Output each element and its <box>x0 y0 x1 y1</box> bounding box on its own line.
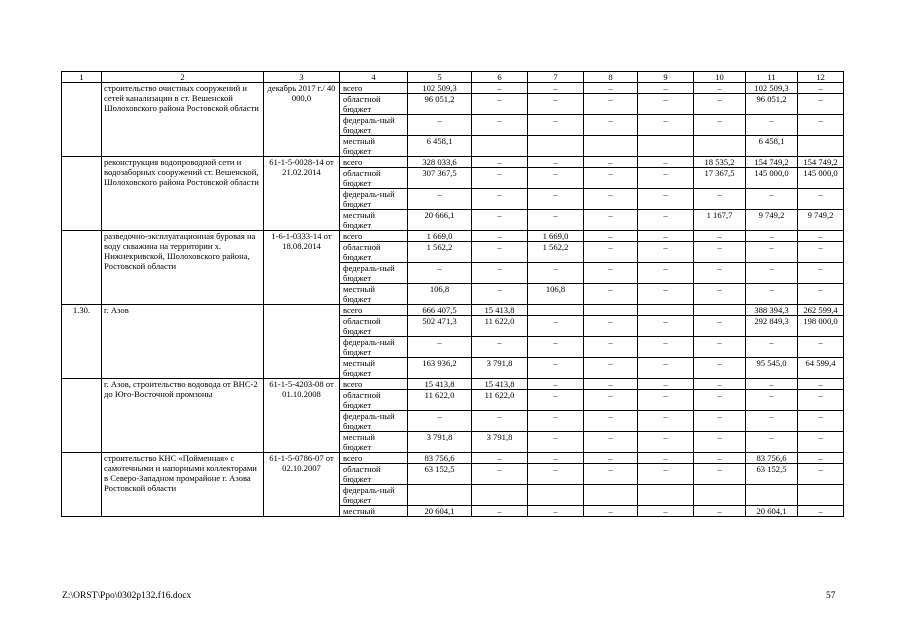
amount-cell: – <box>528 83 584 94</box>
amount-cell: – <box>528 337 584 358</box>
amount-cell: – <box>798 94 844 115</box>
table-row <box>62 305 844 316</box>
amount-cell: – <box>638 358 694 379</box>
funding-source: областной бюджет <box>340 316 408 337</box>
object-name: г. Азов, строительство водовода от ВНС-2 до Юго-Восточной промзоны <box>102 379 264 453</box>
amount-cell: – <box>694 189 746 210</box>
document-reference: 61-1-5-0786-07 от 02.10.2007 <box>264 453 340 517</box>
amount-cell: – <box>798 242 844 263</box>
funding-source: всего <box>340 83 408 94</box>
amount-cell: – <box>746 379 798 390</box>
amount-cell: – <box>528 358 584 379</box>
amount-cell: – <box>528 506 584 517</box>
amount-cell: – <box>584 411 638 432</box>
funding-source: федераль-ный бюджет <box>340 485 408 506</box>
amount-cell: – <box>472 210 528 231</box>
amount-cell: – <box>584 453 638 464</box>
amount-cell: – <box>746 242 798 263</box>
amount-cell: – <box>528 432 584 453</box>
amount-cell: – <box>694 432 746 453</box>
amount-cell: – <box>408 115 472 136</box>
funding-source: областной бюджет <box>340 464 408 485</box>
amount-cell: – <box>694 411 746 432</box>
amount-cell: – <box>528 94 584 115</box>
amount-cell: – <box>584 231 638 242</box>
amount-cell: 9 749,2 <box>798 210 844 231</box>
amount-cell: 502 471,3 <box>408 316 472 337</box>
amount-cell: 106,8 <box>528 284 584 305</box>
amount-cell <box>528 136 584 157</box>
amount-cell: – <box>694 83 746 94</box>
amount-cell <box>694 485 746 506</box>
amount-cell: – <box>584 83 638 94</box>
amount-cell: – <box>584 358 638 379</box>
amount-cell: – <box>798 453 844 464</box>
amount-cell: – <box>638 189 694 210</box>
amount-cell: – <box>694 358 746 379</box>
amount-cell: – <box>638 115 694 136</box>
amount-cell: – <box>798 189 844 210</box>
table-row <box>62 379 844 390</box>
amount-cell: 3 791,8 <box>472 432 528 453</box>
amount-cell: – <box>472 411 528 432</box>
col-header: 1 <box>62 72 102 83</box>
amount-cell: – <box>584 316 638 337</box>
amount-cell: 83 756,6 <box>746 453 798 464</box>
object-name: разведочно-эксплуатационная буровая на воду скважина на территории х. Нижнекривской, Шолоховского района, Ростовской области <box>102 231 264 305</box>
amount-cell: 63 152,5 <box>408 464 472 485</box>
amount-cell: – <box>472 157 528 168</box>
funding-source: местный бюджет <box>340 210 408 231</box>
amount-cell <box>694 305 746 316</box>
amount-cell: – <box>528 316 584 337</box>
amount-cell: 20 666,1 <box>408 210 472 231</box>
funding-source: областной бюджет <box>340 168 408 189</box>
amount-cell: – <box>798 464 844 485</box>
amount-cell <box>584 485 638 506</box>
col-header: 2 <box>102 72 264 83</box>
col-header: 6 <box>472 72 528 83</box>
funding-source: всего <box>340 379 408 390</box>
col-header: 9 <box>638 72 694 83</box>
funding-source: всего <box>340 157 408 168</box>
budget-table-page <box>61 71 843 517</box>
amount-cell: – <box>638 379 694 390</box>
object-name: строительство КНС «Пойменная» с самотечными и напорными коллекторами в Северо-Западном промрайоне г. Азова Ростовской области <box>102 453 264 517</box>
amount-cell: – <box>528 464 584 485</box>
amount-cell: – <box>694 390 746 411</box>
amount-cell: – <box>472 506 528 517</box>
amount-cell: – <box>798 115 844 136</box>
column-number-row <box>62 72 844 83</box>
amount-cell: – <box>408 189 472 210</box>
item-number <box>62 231 102 305</box>
amount-cell: – <box>746 115 798 136</box>
amount-cell: – <box>638 464 694 485</box>
amount-cell: 388 394,3 <box>746 305 798 316</box>
amount-cell <box>584 305 638 316</box>
amount-cell <box>638 485 694 506</box>
amount-cell: – <box>638 432 694 453</box>
amount-cell: 198 000,0 <box>798 316 844 337</box>
document-reference: 1-6-1-0333-14 от 18.08.2014 <box>264 231 340 305</box>
amount-cell <box>798 136 844 157</box>
amount-cell: 15 413,8 <box>408 379 472 390</box>
amount-cell: – <box>472 337 528 358</box>
amount-cell: – <box>472 242 528 263</box>
page-number: 57 <box>826 591 836 601</box>
amount-cell: – <box>638 390 694 411</box>
amount-cell: – <box>584 506 638 517</box>
amount-cell <box>746 485 798 506</box>
amount-cell: – <box>472 83 528 94</box>
amount-cell: – <box>584 242 638 263</box>
amount-cell: 1 562,2 <box>528 242 584 263</box>
funding-source: местный бюджет <box>340 136 408 157</box>
amount-cell: 307 367,5 <box>408 168 472 189</box>
amount-cell: – <box>694 242 746 263</box>
amount-cell: – <box>638 337 694 358</box>
amount-cell: 64 599,4 <box>798 358 844 379</box>
amount-cell: – <box>638 284 694 305</box>
funding-source: федераль-ный бюджет <box>340 411 408 432</box>
amount-cell: – <box>798 231 844 242</box>
amount-cell: 1 669,0 <box>528 231 584 242</box>
amount-cell: – <box>472 115 528 136</box>
amount-cell: – <box>694 453 746 464</box>
amount-cell: – <box>746 337 798 358</box>
amount-cell: – <box>746 390 798 411</box>
amount-cell: – <box>584 432 638 453</box>
amount-cell: – <box>638 210 694 231</box>
amount-cell: – <box>694 94 746 115</box>
amount-cell: – <box>798 263 844 284</box>
document-reference: 61-1-5-4203-08 от 01.10.2008 <box>264 379 340 453</box>
amount-cell: – <box>528 453 584 464</box>
amount-cell: – <box>798 411 844 432</box>
amount-cell: 3 791,8 <box>408 432 472 453</box>
document-reference: 61-1-5-0028-14 от 21.02.2014 <box>264 157 340 231</box>
amount-cell: 11 622,0 <box>408 390 472 411</box>
amount-cell: – <box>528 189 584 210</box>
col-header: 5 <box>408 72 472 83</box>
amount-cell: – <box>746 411 798 432</box>
amount-cell: – <box>584 263 638 284</box>
amount-cell: – <box>584 210 638 231</box>
amount-cell: – <box>638 506 694 517</box>
amount-cell: – <box>798 379 844 390</box>
amount-cell: 102 509,3 <box>408 83 472 94</box>
amount-cell: 20 604,1 <box>746 506 798 517</box>
funding-source: областной бюджет <box>340 242 408 263</box>
amount-cell: – <box>472 94 528 115</box>
amount-cell: – <box>798 390 844 411</box>
amount-cell <box>694 136 746 157</box>
amount-cell: – <box>472 168 528 189</box>
amount-cell: – <box>528 263 584 284</box>
amount-cell: – <box>472 284 528 305</box>
funding-source: местный <box>340 506 408 517</box>
file-path: Z:\ORST\Ppo\0302p132.f16.docx <box>62 591 192 601</box>
amount-cell: – <box>528 210 584 231</box>
col-header: 3 <box>264 72 340 83</box>
amount-cell: – <box>694 506 746 517</box>
funding-source: местный бюджет <box>340 432 408 453</box>
amount-cell: 15 413,8 <box>472 305 528 316</box>
amount-cell: 3 791,8 <box>472 358 528 379</box>
amount-cell: 11 622,0 <box>472 390 528 411</box>
amount-cell: – <box>694 379 746 390</box>
amount-cell: 145 000,0 <box>798 168 844 189</box>
amount-cell: – <box>638 411 694 432</box>
amount-cell: – <box>746 432 798 453</box>
amount-cell: 95 545,0 <box>746 358 798 379</box>
amount-cell: 106,8 <box>408 284 472 305</box>
amount-cell: 1 167,7 <box>694 210 746 231</box>
object-name: реконструкция водопроводной сети и водозаборных сооружений ст. Вешенской, Шолоховского района Ростовской области <box>102 157 264 231</box>
col-header: 11 <box>746 72 798 83</box>
amount-cell: – <box>638 94 694 115</box>
item-number <box>62 453 102 517</box>
funding-source: федераль-ный бюджет <box>340 115 408 136</box>
amount-cell: – <box>408 411 472 432</box>
amount-cell: – <box>638 263 694 284</box>
funding-source: местный бюджет <box>340 358 408 379</box>
amount-cell: 154 749,2 <box>746 157 798 168</box>
amount-cell: – <box>584 94 638 115</box>
amount-cell: 163 936,2 <box>408 358 472 379</box>
object-name: строительство очистных сооружений и сетей канализации в ст. Вешенской Шолоховского района Ростовской области <box>102 83 264 157</box>
amount-cell: 102 509,3 <box>746 83 798 94</box>
amount-cell: 9 749,2 <box>746 210 798 231</box>
amount-cell <box>472 485 528 506</box>
table-row <box>62 453 844 464</box>
amount-cell: – <box>694 464 746 485</box>
amount-cell <box>584 136 638 157</box>
amount-cell: – <box>528 157 584 168</box>
amount-cell: 96 051,2 <box>746 94 798 115</box>
col-header: 12 <box>798 72 844 83</box>
amount-cell: – <box>798 337 844 358</box>
amount-cell: – <box>746 263 798 284</box>
amount-cell: 328 033,6 <box>408 157 472 168</box>
amount-cell: – <box>746 189 798 210</box>
amount-cell: – <box>638 453 694 464</box>
amount-cell: – <box>472 189 528 210</box>
object-name: г. Азов <box>102 305 264 379</box>
amount-cell: – <box>584 284 638 305</box>
funding-source: всего <box>340 231 408 242</box>
amount-cell: – <box>798 506 844 517</box>
amount-cell: – <box>584 157 638 168</box>
funding-source: местный бюджет <box>340 284 408 305</box>
document-reference: декабрь 2017 г./ 40 000,0 <box>264 83 340 157</box>
amount-cell: – <box>584 390 638 411</box>
amount-cell: – <box>638 316 694 337</box>
amount-cell: – <box>584 379 638 390</box>
col-header: 8 <box>584 72 638 83</box>
amount-cell <box>528 485 584 506</box>
amount-cell: – <box>408 263 472 284</box>
amount-cell: – <box>638 168 694 189</box>
amount-cell: – <box>528 390 584 411</box>
funding-source: областной бюджет <box>340 390 408 411</box>
amount-cell: – <box>472 263 528 284</box>
amount-cell: – <box>798 284 844 305</box>
amount-cell: – <box>584 168 638 189</box>
amount-cell: 63 152,5 <box>746 464 798 485</box>
amount-cell: 666 407,5 <box>408 305 472 316</box>
amount-cell: 83 756,6 <box>408 453 472 464</box>
amount-cell: – <box>528 168 584 189</box>
amount-cell: – <box>798 432 844 453</box>
amount-cell: 1 669,0 <box>408 231 472 242</box>
amount-cell <box>472 136 528 157</box>
item-number <box>62 157 102 231</box>
amount-cell: 6 458,1 <box>408 136 472 157</box>
funding-source: федераль-ный бюджет <box>340 337 408 358</box>
amount-cell: – <box>798 83 844 94</box>
amount-cell: 145 000,0 <box>746 168 798 189</box>
amount-cell: – <box>584 464 638 485</box>
amount-cell <box>408 485 472 506</box>
amount-cell: – <box>638 242 694 263</box>
amount-cell: – <box>584 115 638 136</box>
amount-cell: – <box>638 83 694 94</box>
funding-source: всего <box>340 305 408 316</box>
amount-cell: – <box>746 231 798 242</box>
amount-cell: 262 599,4 <box>798 305 844 316</box>
document-reference <box>264 305 340 379</box>
amount-cell: 292 849,3 <box>746 316 798 337</box>
amount-cell: – <box>408 337 472 358</box>
table-row <box>62 231 844 242</box>
amount-cell <box>638 305 694 316</box>
amount-cell: 6 458,1 <box>746 136 798 157</box>
amount-cell: – <box>694 115 746 136</box>
item-number: 1.30. <box>62 305 102 379</box>
amount-cell: – <box>472 231 528 242</box>
amount-cell: – <box>694 231 746 242</box>
funding-source: областной бюджет <box>340 94 408 115</box>
amount-cell: – <box>694 284 746 305</box>
amount-cell: – <box>638 157 694 168</box>
amount-cell: 96 051,2 <box>408 94 472 115</box>
amount-cell: 15 413,8 <box>472 379 528 390</box>
amount-cell: – <box>694 263 746 284</box>
col-header: 10 <box>694 72 746 83</box>
amount-cell: 1 562,2 <box>408 242 472 263</box>
amount-cell: 11 622,0 <box>472 316 528 337</box>
funding-source: федераль-ный бюджет <box>340 263 408 284</box>
col-header: 7 <box>528 72 584 83</box>
amount-cell: – <box>746 284 798 305</box>
funding-source: всего <box>340 453 408 464</box>
amount-cell: – <box>638 231 694 242</box>
amount-cell: – <box>528 379 584 390</box>
amount-cell: 18 535,2 <box>694 157 746 168</box>
table-row <box>62 83 844 94</box>
amount-cell <box>528 305 584 316</box>
amount-cell: – <box>584 337 638 358</box>
amount-cell: 17 367,5 <box>694 168 746 189</box>
amount-cell: – <box>584 189 638 210</box>
table-row <box>62 157 844 168</box>
item-number <box>62 379 102 453</box>
amount-cell: – <box>694 337 746 358</box>
amount-cell: – <box>528 411 584 432</box>
item-number <box>62 83 102 157</box>
amount-cell: – <box>472 464 528 485</box>
amount-cell: – <box>694 316 746 337</box>
amount-cell: 20 604,1 <box>408 506 472 517</box>
funding-source: федераль-ный бюджет <box>340 189 408 210</box>
amount-cell <box>638 136 694 157</box>
amount-cell: – <box>472 453 528 464</box>
amount-cell <box>798 485 844 506</box>
budget-table <box>61 71 844 517</box>
amount-cell: 154 749,2 <box>798 157 844 168</box>
col-header: 4 <box>340 72 408 83</box>
amount-cell: – <box>528 115 584 136</box>
